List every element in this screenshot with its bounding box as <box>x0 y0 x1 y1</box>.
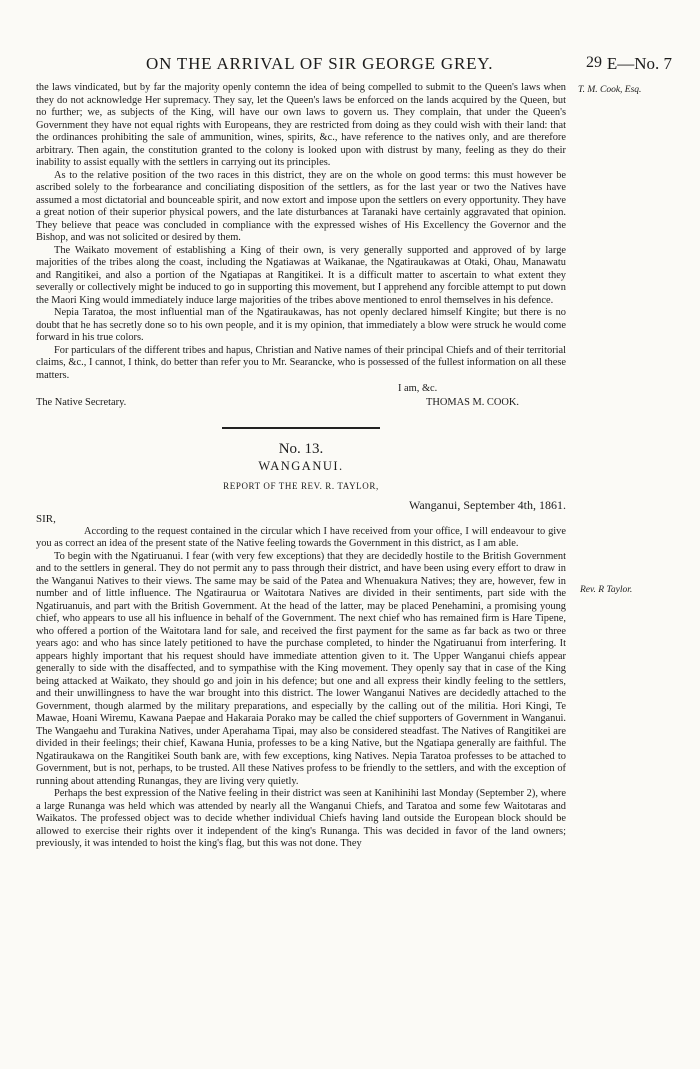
paragraph: Perhaps the best expression of the Native feeling in their district was seen at Kanihinihi last Monday (September 2), where a large Runanga was held which was attended by nearly all the Wanganui Chiefs, and Taratoa and some few Waitotaras and Waikatos. The professed object was to decide whether individual Chiefs having land outside the European block should be allowed to exercise their rights over it independent of the king's Runanga. This was decided in favor of the land owners; previously, it was intended to hoist the king's flag, but this was not done. They <box>36 788 566 849</box>
paragraph: For particulars of the different tribes and hapus, Christian and Native names of their principal Chiefs and of their territorial claims, &c., I cannot, I think, do better than refer you to Mr. Searancke, who is possessed of the fullest information on all these matters. <box>36 344 566 381</box>
closing-row <box>36 383 566 396</box>
paragraph: As to the relative position of the two races in this district, they are on the whole on good terms: this must however be ascribed solely to the forbearance and conciliating disposition of the settlers, as for the last year or two the Natives have assumed a most dictatorial and bounceable spirit, and now extort and impose upon the settlers on every opportunity. They have a great notion of their superior physical powers, and the late disturbances at Taranaki have certainly aggravated that opinion. They believe that peace was concluded in compliance with the expressed wishes of His Excellency the Governor and the Bishop, and was not solicited or desired by them. <box>36 169 566 243</box>
salutation: SIR, <box>36 513 56 525</box>
closing-line: I am, &c. <box>398 383 438 394</box>
section-place: WANGANUI. <box>258 458 344 473</box>
signature-row <box>36 397 566 410</box>
section-divider <box>222 427 380 429</box>
running-title: ON THE ARRIVAL OF SIR GEORGE GREY. <box>146 54 494 73</box>
paragraph: Nepia Taratoa, the most influential man of the Ngatiraukawas, has not openly declared himself Kingite; but there is no doubt that he has secretly done so to his own people, and it is my opinion, that immediately a blow were struck he would come forward in his true colors. <box>36 307 566 343</box>
paragraph: The Waikato movement of establishing a King of their own, is very generally supported and approved of by large majorities of the tribes along the coast, including the Ngatiawas at Waikanae, the Ngatiraukawas at Otaki, Ohau, Manawatu and Rangitikei, and also a portion of the Ngatiapas at Rangitikei. It is a difficult matter to ascertain to what extent they severally or collectively might be induced to go in supporting this movement, but I apprehend any forcible attempt to put down the Maori King would immediately induce large majorities of the tribes above mentioned to enrol themselves in his defence. <box>36 244 566 306</box>
dateline: Wanganui, September 4th, 1861. <box>408 497 566 512</box>
paragraph: To begin with the Ngatiruanui. I fear (with very few exceptions) that they are decidedly hostile to the British Government and to the settlers in general. They do not permit any to pass through their district, and have been using every effort to draw in the Wanganui Natives to their views. The same may be said of the Patea and Whenuakura Natives; they are, however, few in number and of little influence. The Ngatiraurua or Waitotara Natives are divided in their sentiments, part side with the Ngatiruanuis, and part with the British Government. At the head of the latter, may be placed Penehamini, a promising young chief, who appears to use all his influence in behalf of the Government. The next chief who has remained firm is Hare Tipene, who offered a portion of the Waitotara land for sale, and received the first payment for the same as far back as two or three years ago: and who has since lately petitioned to have the purchase completed, to hinder the Ngatiruanui from interfering. It appears highly important that his request should have immediate attention given to it. The Upper Wanganui chiefs appear generally to side with the disaffected, and to sympathise with the King movement. They openly say that in case of the King being attacked at Waikato, they should go and join in his defence; but one and all express their kindly feeling to the settlers, and their unwillingness to have the war brought into this district. The lower Wanganui Natives are decidedly attached to the Government, though alarmed by the military preparations, and especially by the calling out of the militia. Hori Kingi, Te Mawae, Hoani Wiremu, Kawana Paepae and Hakaraia Porako may be called the chief supporters of Government in Wanganui. The Wangaehu and Turakina Natives, under Aperahama Tipai, may also be considered steadfast. The Natives of Rangitikei are divided in their feelings; their chief, Kawana Hunia, professes to be a king Native, but the Ngatiapa generally are faithful. The Ngatiraukawa on the Rangitikei South bank are, with few exceptions, king Natives. Nepia Taratoa professes to be attached to Government, but is not, perhaps, to be trusted. All these Natives profess to be friendly to the settlers, and with the exception of running about attending Runangas, they are living very quietly. <box>36 550 566 787</box>
margin-note-taylor: Rev. R Taylor. <box>580 585 633 595</box>
signature: THOMAS M. COOK. <box>426 397 519 408</box>
paper-code: E—No. 7 <box>606 54 672 73</box>
paragraph: According to the request contained in the circular which I have received from your office, I will endeavour to give you as correct an idea of the present state of the Native feeling towards the Government in this district, as I am able. <box>36 525 566 549</box>
addressee: The Native Secretary. <box>36 397 127 408</box>
page-header <box>30 54 672 78</box>
page-number: 29 <box>586 54 602 71</box>
margin-note-cook: T. M. Cook, Esq. <box>578 85 642 95</box>
section-number: No. 13. <box>278 441 324 457</box>
main-text <box>36 82 566 851</box>
report-title: REPORT OF THE REV. R. TAYLOR, <box>223 481 379 491</box>
paragraph: the laws vindicated, but by far the majority openly contemn the idea of being compelled to submit to the Queen's laws when they do not acknowledge Her supremacy. They say, let the Queen's laws be enforced on the lands acquired by the Queen, but no further; we, as subjects of the King, will have our own laws to govern us. They complain, that under the Queen's Government they have not equal rights with Europeans, they are restricted from doing as they could wish with their land: that the ordinances prohibiting the sale of ammunition, wines, spirits, &c., have reference to the natives only, and are therefore arbitrary. Then again, the constitution granted to the colony is looked upon with distrust by many, feeling as they do their inability to assist equally with the settlers in carrying out its principles. <box>36 82 566 168</box>
